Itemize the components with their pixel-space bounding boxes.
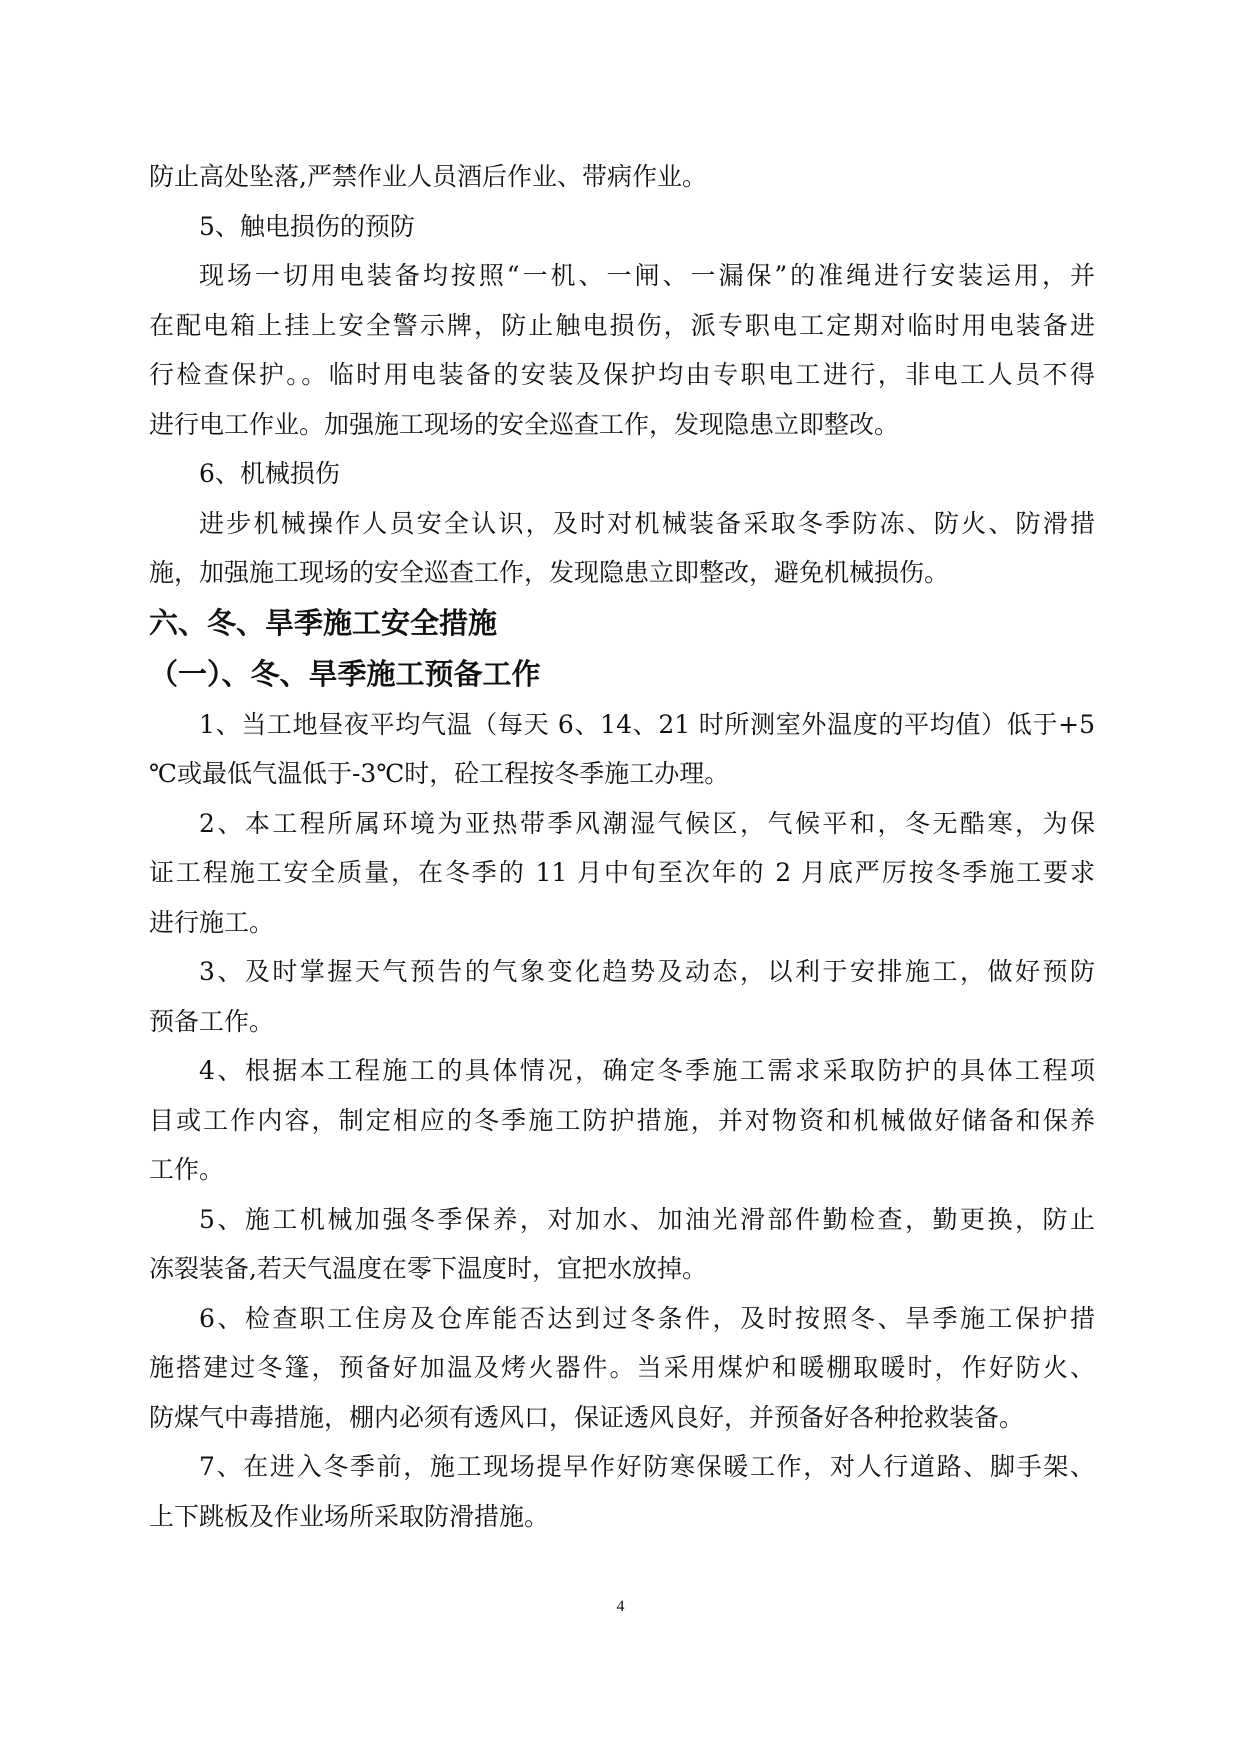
paragraph-block-winter-preparation — [149, 700, 1095, 1542]
subsection-heading: （一）、冬、旱季施工预备工作 — [149, 656, 541, 691]
page-content — [149, 152, 1095, 1541]
text-line: 进步机械操作人员安全认识，及时对机械装备采取冬季防冻、防火、防滑措 — [199, 508, 1095, 538]
text-line: 5、施工机械加强冬季保养，对加水、加油光滑部件勤检查，勤更换，防止 — [199, 1204, 1095, 1234]
text-line: 防止高处坠落,严禁作业人员酒后作业、带病作业。 — [149, 162, 707, 191]
text-line: 6、检查职工住房及仓库能否达到过冬条件，及时按照冬、旱季施工保护措 — [199, 1303, 1095, 1333]
text-line: 行检查保护。。临时用电装备的安装及保护均由专职电工进行，非电工人员不得 — [149, 360, 1095, 389]
text-line: 施，加强施工现场的安全巡查工作，发现隐患立即整改，避免机械损伤。 — [149, 558, 950, 587]
text-line: ℃或最低气温低于-3℃时，砼工程按冬季施工办理。 — [149, 759, 730, 788]
text-line: 5、触电损伤的预防 — [199, 211, 415, 241]
page-number: 4 — [616, 1598, 625, 1615]
text-line: 防煤气中毒措施，棚内必须有透风口，保证透风良好，并预备好各种抢救装备。 — [149, 1402, 1025, 1432]
text-line: 进行施工。 — [149, 907, 275, 937]
section-heading: 六、冬、旱季施工安全措施 — [149, 605, 498, 640]
text-line: 4、根据本工程施工的具体情况，确定冬季施工需求采取防护的具体工程项 — [199, 1056, 1095, 1085]
text-line: 目或工作内容，制定相应的冬季施工防护措施，并对物资和机械做好储备和保养 — [149, 1105, 1095, 1135]
text-line: 7、在进入冬季前，施工现场提早作好防寒保暖工作，对人行道路、脚手架、 — [199, 1452, 1095, 1481]
text-line: 在配电箱上挂上安全警示牌，防止触电损伤，派专职电工定期对临时用电装备进 — [149, 310, 1095, 340]
text-line: 1、当工地昼夜平均气温（每天 6、14、21 时所测室外温度的平均值）低于+5 — [199, 709, 1095, 739]
text-line: 上下跳板及作业场所采取防滑措施。 — [149, 1501, 550, 1531]
text-line: 2、本工程所属环境为亚热带季风潮湿气候区，气候平和，冬无酷寒，为保 — [199, 808, 1095, 838]
text-line: 进行电工作业。加强施工现场的安全巡查工作，发现隐患立即整改。 — [149, 409, 900, 439]
paragraph-block-injury-prevention — [149, 152, 1095, 598]
text-line: 证工程施工安全质量，在冬季的 11 月中旬至次年的 2 月底严厉按冬季施工要求 — [149, 858, 1095, 887]
text-line: 3、及时掌握天气预告的气象变化趋势及动态，以利于安排施工，做好预防 — [199, 957, 1095, 986]
text-line: 冻裂装备,若天气温度在零下温度时，宜把水放掉。 — [149, 1254, 707, 1283]
text-line: 施搭建过冬篷，预备好加温及烤火器件。当采用煤炉和暖棚取暖时，作好防火、 — [149, 1353, 1095, 1382]
text-line: 预备工作。 — [149, 1006, 275, 1036]
text-line: 6、机械损伤 — [199, 459, 340, 488]
text-line: 工作。 — [149, 1155, 225, 1184]
text-line: 现场一切用电装备均按照“一机、一闸、一漏保”的准绳进行安装运用，并 — [199, 261, 1095, 290]
